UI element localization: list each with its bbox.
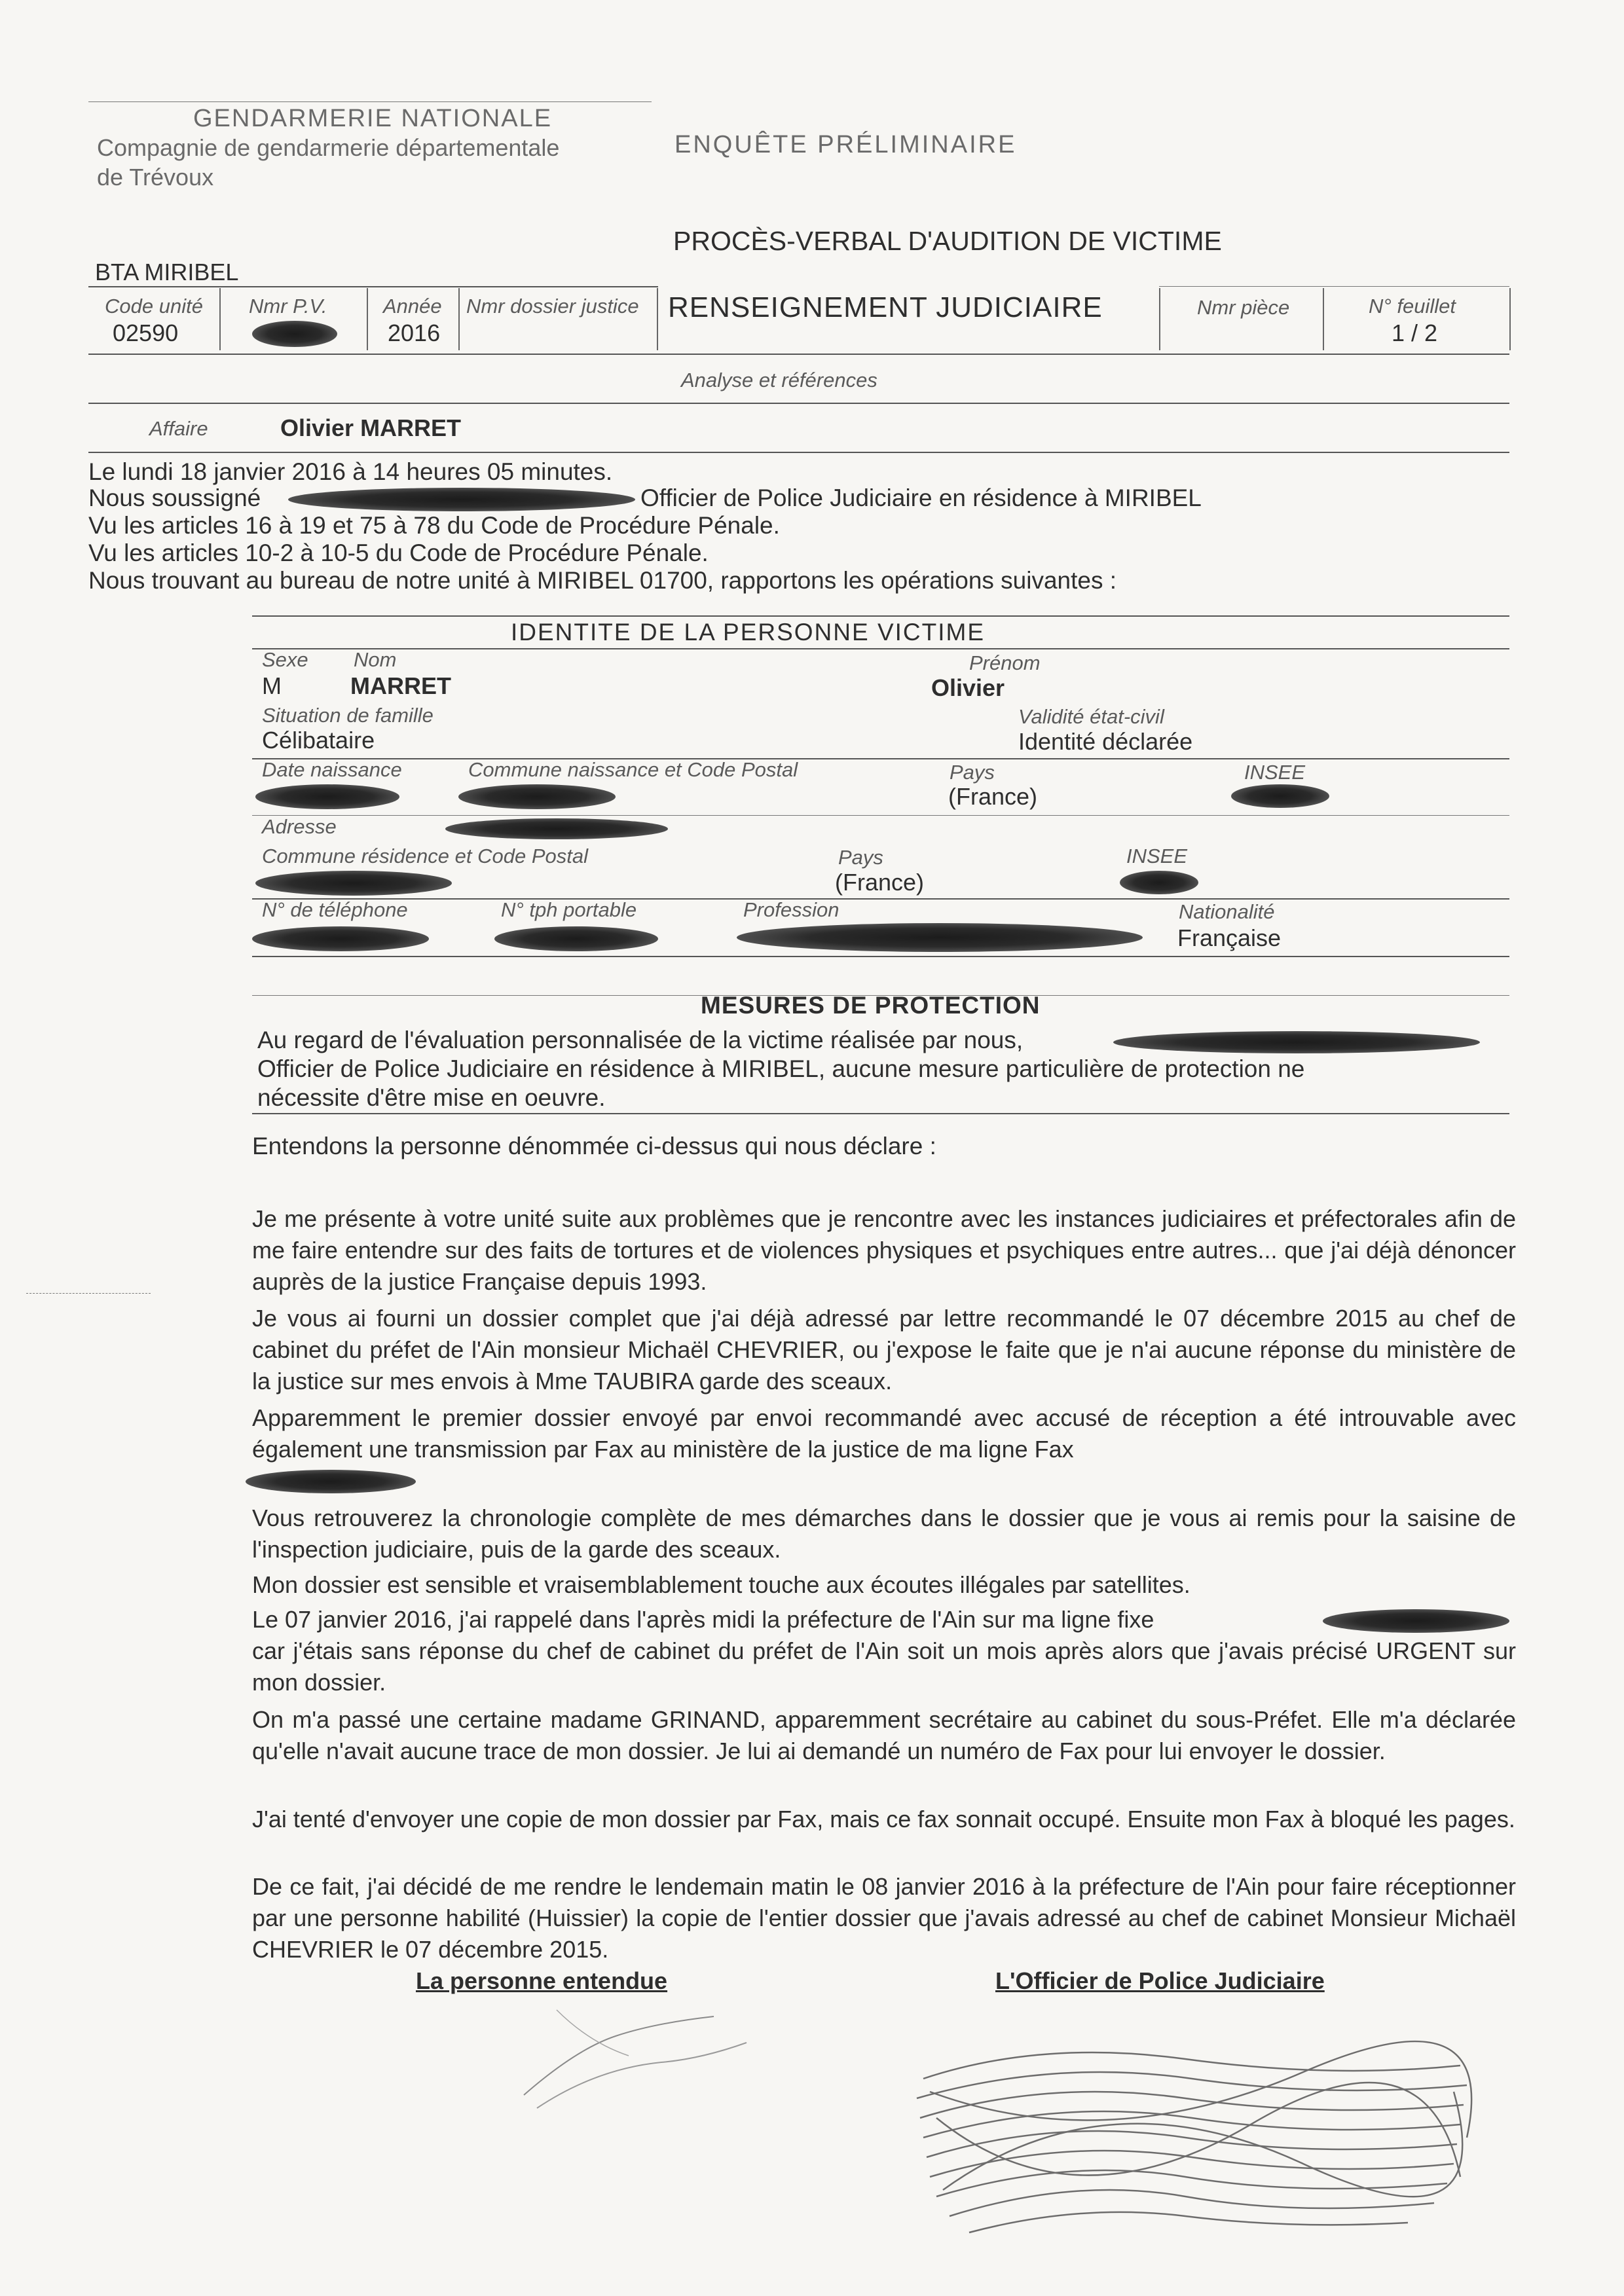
declaration-paragraph-6a: Le 07 janvier 2016, j'ai rappelé dans l'après midi la préfecture de l'Ain sur ma ligne fixe (252, 1606, 1154, 1633)
intro-articles-2: Vu les articles 10-2 à 10-5 du Code de Procédure Pénale. (88, 539, 709, 566)
redacted-evaluator-name (1113, 1031, 1480, 1053)
mesures-line-2: Officier de Police Judiciaire en résidence à MIRIBEL, aucune mesure particulière de protection ne (257, 1055, 1305, 1082)
pays-residence-value: (France) (835, 869, 925, 896)
signature-left-label: La personne entendue (416, 1967, 668, 1994)
telephone-label: N° de téléphone (262, 898, 408, 921)
compagnie-line-2: de Trévoux (97, 164, 214, 191)
declaration-paragraph-1: Je me présente à votre unité suite aux problèmes que je rencontre avec les instances judiciaires et préfectorales afin de me faire entendre sur des faits de tortures et de violences physiques et psychiques entre autres... que j'ai déjà dénoncer auprès de la justice Française depuis 1993. (252, 1205, 1516, 1295)
pays-naissance-label: Pays (950, 761, 995, 784)
portable-label: N° tph portable (501, 898, 637, 921)
pays-residence-label: Pays (838, 846, 883, 869)
org-name: GENDARMERIE NATIONALE (193, 105, 553, 132)
validite-value: Identité déclarée (1018, 728, 1193, 755)
pv-title: PROCÈS-VERBAL D'AUDITION DE VICTIME (673, 226, 1222, 256)
redacted-profession (737, 923, 1143, 952)
nationalite-label: Nationalité (1179, 900, 1275, 923)
intro-articles-1: Vu les articles 16 à 19 et 75 à 78 du Code de Procédure Pénale. (88, 512, 780, 539)
victim-signature (498, 1990, 773, 2121)
declaration-paragraph-3: Apparemment le premier dossier envoyé par envoi recommandé avec accusé de réception a été introuvable avec également une transmission par Fax au ministère de la justice de ma ligne Fax (252, 1404, 1516, 1463)
mesures-line-1: Au regard de l'évaluation personnalisée de la victime réalisée par nous, (257, 1027, 1024, 1053)
nationalite-value: Française (1177, 924, 1282, 951)
redacted-fax-number (246, 1470, 416, 1493)
sexe-value: M (262, 672, 282, 699)
identite-title: IDENTITE DE LA PERSONNE VICTIME (511, 619, 986, 646)
adresse-label: Adresse (262, 815, 337, 838)
situation-label: Situation de famille (262, 704, 434, 727)
nom-value: MARRET (350, 672, 451, 699)
commune-residence-label: Commune résidence et Code Postal (262, 845, 588, 867)
redacted-fixed-line (1323, 1609, 1509, 1633)
renseignement-judiciaire: RENSEIGNEMENT JUDICIAIRE (668, 291, 1103, 323)
affaire-value: Olivier MARRET (280, 414, 462, 441)
nmr-dossier-label: Nmr dossier justice (466, 295, 639, 318)
insee-residence-label: INSEE (1126, 845, 1188, 867)
redacted-pv-number (252, 321, 337, 347)
code-unite-label: Code unité (105, 295, 203, 318)
redacted-birth-date (255, 784, 399, 809)
nmr-pv-label: Nmr P.V. (249, 295, 327, 318)
date-naissance-label: Date naissance (262, 758, 402, 781)
validite-label: Validité état-civil (1018, 705, 1164, 728)
prenom-value: Olivier (931, 674, 1005, 701)
redacted-portable (494, 926, 658, 951)
redacted-officer-name (288, 488, 635, 511)
declaration-paragraph-2: Je vous ai fourni un dossier complet que j'ai déjà adressé par lettre recommandé le 07 décembre 2015 au chef de cabinet du préfet de l'Ain monsieur Michaël CHEVRIER, ou j'expose le faite que je n'ai aucune réponse du ministère de la justice sur mes envois à Mme TAUBIRA garde des sceaux. (252, 1305, 1516, 1394)
signature-right-label: L'Officier de Police Judiciaire (995, 1967, 1325, 1994)
annee-label: Année (383, 295, 442, 318)
insee-naissance-label: INSEE (1244, 761, 1306, 784)
officer-signature-scribble (910, 2013, 1473, 2249)
nmr-piece-label: Nmr pièce (1197, 296, 1290, 319)
declaration-paragraph-5: Mon dossier est sensible et vraisemblablement touche aux écoutes illégales par satellites. (252, 1571, 1190, 1598)
sexe-label: Sexe (262, 648, 308, 671)
profession-label: Profession (743, 898, 840, 921)
annee-value: 2016 (388, 319, 441, 346)
prenom-label: Prénom (969, 651, 1041, 674)
intro-bureau: Nous trouvant au bureau de notre unité à MIRIBEL 01700, rapportons les opérations suivantes : (88, 567, 1117, 594)
compagnie-line-1: Compagnie de gendarmerie départementale (97, 134, 560, 161)
situation-value: Célibataire (262, 727, 375, 754)
mesures-title: MESURES DE PROTECTION (701, 992, 1041, 1019)
redacted-residence-commune (255, 871, 452, 896)
declaration-paragraph-9: De ce fait, j'ai décidé de me rendre le lendemain matin le 08 janvier 2016 à la préfecture de l'Ain pour faire réceptionner par une personne habilité (Huissier) la copie de l'entier dossier que j'avais adressé au chef de cabinet Monsieur Michaël CHEVRIER le 07 décembre 2015. (252, 1873, 1516, 1963)
declaration-paragraph-7: On m'a passé une certaine madame GRINAND, apparemment secrétaire au cabinet du sous-Préfet. Elle m'a déclarée qu'elle n'avait aucune trace de mon dossier. Je lui ai demandé un numéro de Fax pour lui envoyer le dossier. (252, 1706, 1516, 1764)
affaire-label: Affaire (149, 417, 208, 440)
redacted-address (445, 818, 668, 839)
intro-officier: Officier de Police Judiciaire en résidence à MIRIBEL (640, 484, 1202, 511)
commune-naissance-label: Commune naissance et Code Postal (468, 758, 798, 781)
declaration-paragraph-8: J'ai tenté d'envoyer une copie de mon dossier par Fax, mais ce fax sonnait occupé. Ensuite mon Fax à bloqué les pages. (252, 1806, 1515, 1832)
feuillet-value: 1 / 2 (1392, 319, 1438, 346)
code-unite-value: 02590 (113, 319, 179, 346)
declaration-paragraph-6b: car j'étais sans réponse du chef de cabinet du préfet de l'Ain soit un mois après alors que j'avais précisé URGENT sur mon dossier. (252, 1637, 1516, 1696)
feuillet-label: N° feuillet (1369, 295, 1456, 318)
intro-date: Le lundi 18 janvier 2016 à 14 heures 05 minutes. (88, 458, 613, 485)
declaration-intro: Entendons la personne dénommée ci-dessus qui nous déclare : (252, 1133, 936, 1159)
redacted-telephone (252, 926, 429, 951)
declaration-paragraph-4: Vous retrouverez la chronologie complète de mes démarches dans le dossier que je vous ai remis pour la saisine de l'inspection judiciaire, puis de la garde des sceaux. (252, 1504, 1516, 1563)
enquete-type: ENQUÊTE PRÉLIMINAIRE (674, 131, 1017, 158)
redacted-birth-insee (1231, 784, 1329, 808)
nom-label: Nom (354, 648, 397, 671)
analyse-label: Analyse et références (681, 369, 877, 392)
redacted-residence-insee (1120, 871, 1198, 894)
mesures-line-3: nécessite d'être mise en oeuvre. (257, 1084, 606, 1111)
pays-naissance-value: (France) (948, 783, 1038, 810)
intro-soussigne: Nous soussigné (88, 484, 261, 511)
brigade-name: BTA MIRIBEL (95, 259, 239, 285)
redacted-birth-commune (458, 784, 616, 809)
